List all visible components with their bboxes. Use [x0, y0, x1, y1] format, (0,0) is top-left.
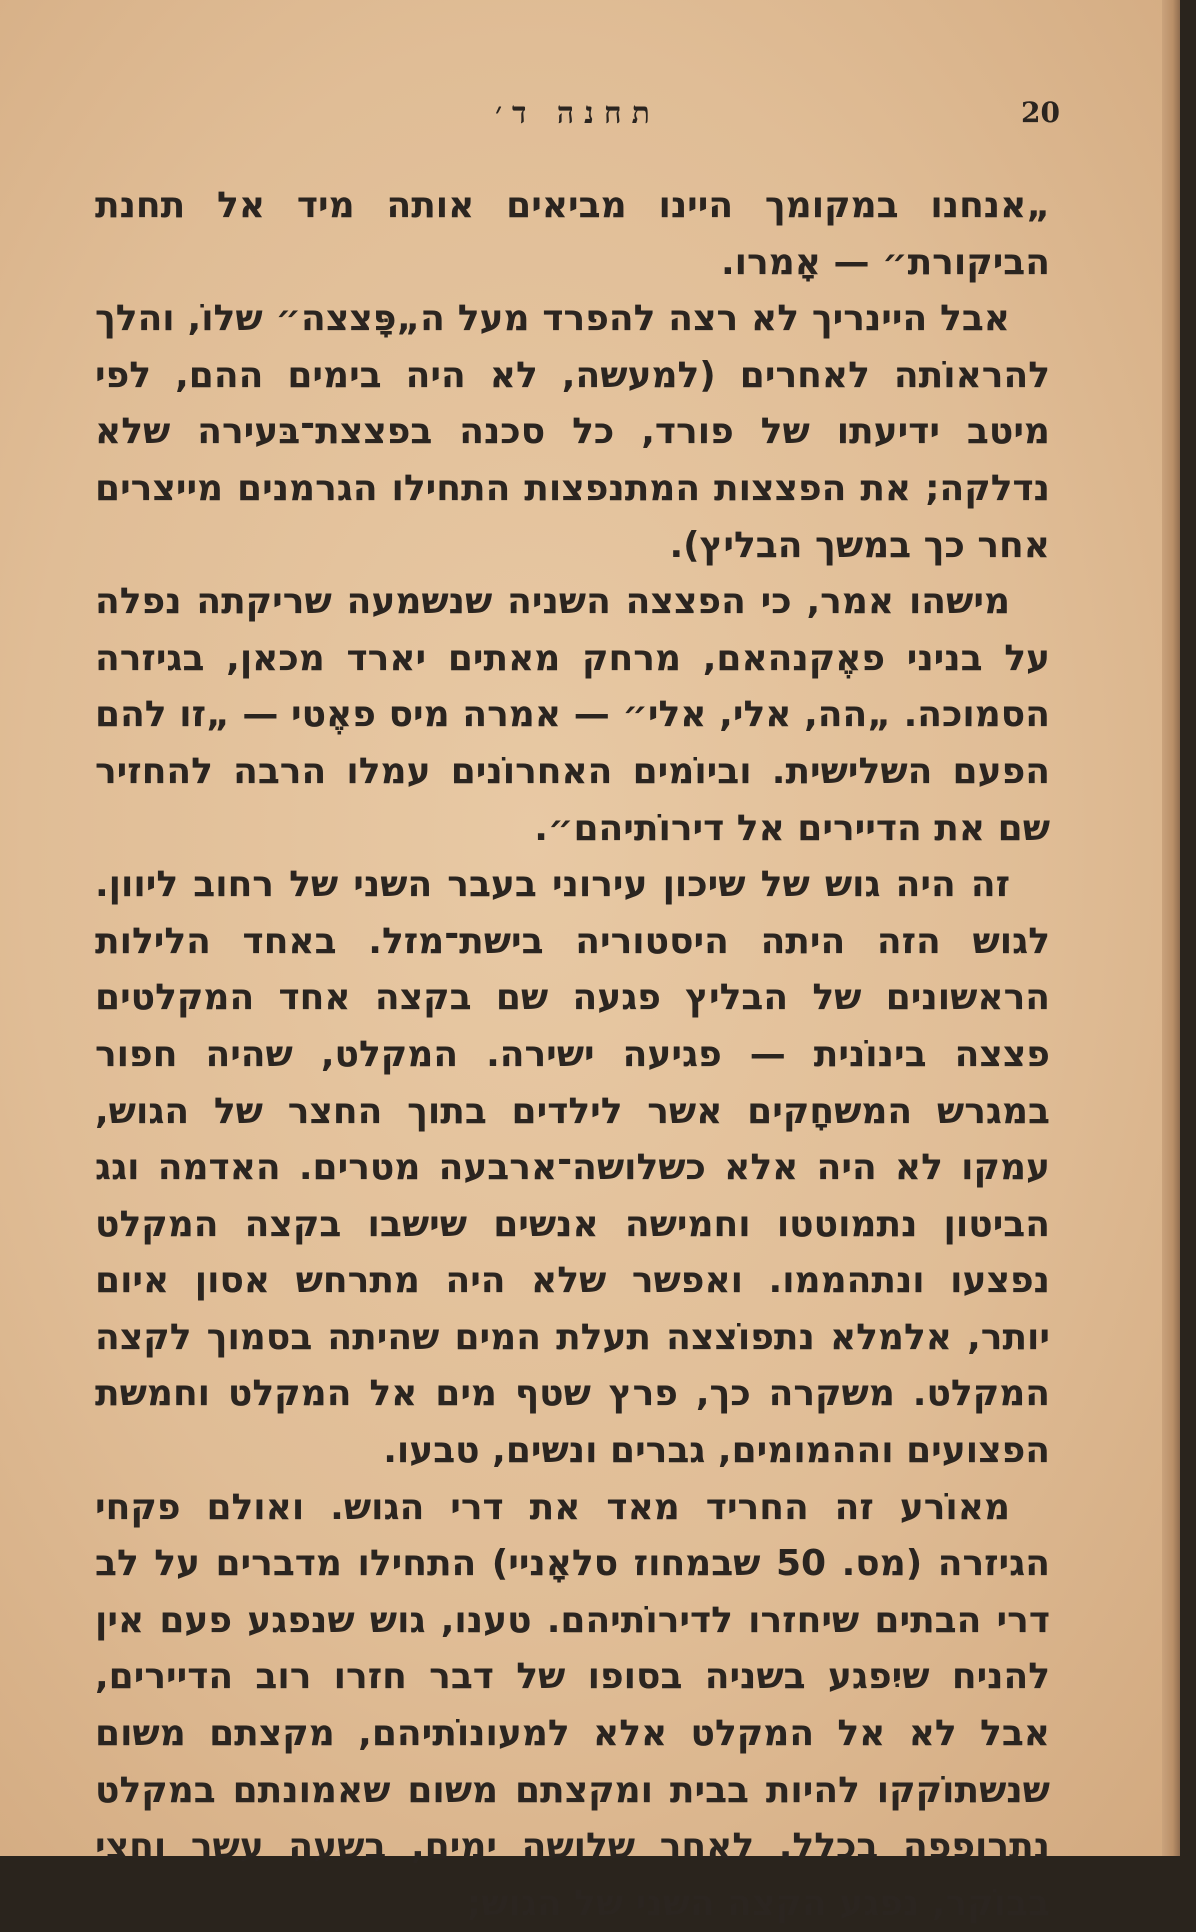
- page-edge: [1162, 0, 1180, 1856]
- text-line: „הה, אלי, אלי״ — אמרה מיס פאֶטי — „זו להם הפעם: [95, 694, 1050, 792]
- paragraph-2: [95, 291, 1050, 574]
- text-line: השלישית. וביוֹמים האחרוֹנים עמלו הרבה להחזיר שם את: [95, 750, 1050, 849]
- text-line: על בניני פאֶקנהאם, מרחק מאתים יארד מכאן, בגיזרה הסמוכה.: [95, 637, 1050, 736]
- text-line: הדיירים אל דירוֹתיהם״.: [534, 807, 922, 849]
- text-line: אבל היינריך לא רצה להפרד מעל ה„פָּצצה״ שלוֹ, והלך: [95, 298, 1010, 340]
- paragraph-3: [95, 574, 1050, 857]
- paragraph-4: [95, 857, 1050, 1480]
- page-number: 20: [1021, 96, 1060, 129]
- page-header: [95, 96, 1060, 146]
- text-line: אלא כשלושה־ארבעה מטרים. האדמה וגג הביטון נתמוטטו: [95, 1147, 1050, 1245]
- text-line: ידיעתו של פורד, כל סכנה בפצצת־בּעירה שלא נדלקה; את: [95, 411, 1050, 509]
- text-line: ומקצתם משום שאמונתם במקלט נתרופפה בכלל. לאחר שלושה: [95, 1769, 1050, 1868]
- text-line: הפצצות המתנפצות התחילו הגרמנים מייצרים אחר כך במשך: [95, 467, 1050, 566]
- text-line: בינוֹנית — פגיעה ישירה. המקלט, שהיה חפור במגרש: [95, 1033, 1050, 1132]
- text-line: הביקורת״ — אָמרו.: [720, 241, 1050, 283]
- text-line: אלא למעונוֹתיהם, מקצתם משום שנשתוֹקקו להיות בבית: [95, 1713, 1050, 1811]
- text-line: ימים, בשעה עשר וחצי בבוֹקר, נפגע הקצה השני של הגוש;: [95, 1826, 1050, 1924]
- text-line: אל המקלט וחמשת הפצועים וההמומים, גברים ונשים, טבעו.: [95, 1373, 1050, 1472]
- running-head: תחנה ד׳: [495, 96, 660, 131]
- text-line: זה היה גוש של שיכון עירוני בעבר השני של רחוב: [193, 864, 1010, 906]
- text-line: וחמישה אנשים שישבו בקצה המקלט נפצעו ונתהממו. ואפשר: [95, 1203, 1050, 1302]
- text-line: שיחזרו לדירוֹתיהם. טענו, גוש שנפגע פעם אין להניח שיִפגע: [95, 1599, 1050, 1698]
- text-line: „אנחנו במקומך היינו מביאים אותה מיד אל תחנת: [95, 185, 1050, 226]
- text-line: בשניה בסופו של דבר חזרו רוב הדיירים, אבל לא אל המקלט: [95, 1656, 1050, 1755]
- text-line: ליוון. לגוש הזה היתה היסטוריה בישת־מזל. באחד הלילות: [95, 864, 1050, 962]
- text-line: (מס. 50 שבמחוז סלאָניי) התחילו מדברים על לב דרי הבתים: [95, 1543, 1050, 1641]
- text-line: הראשונים של הבליץ פגעה שם בקצה אחד המקלטים פצצה: [95, 977, 1050, 1075]
- text-line: מישהו אמר, כי הפצצה השניה שנשמעה שריקתה נפלה: [95, 581, 1010, 623]
- text-line: להראוֹתה לאחרים (למעשה, לא היה בימים ההם, לפי מיטב: [95, 354, 1050, 453]
- text-line: מאוֹרע זה החריד מאד את דרי הגוש. ואולם פקחי הגיזרה: [95, 1486, 1050, 1585]
- paragraph-1: [95, 178, 1050, 291]
- paragraph-5: [95, 1480, 1050, 1932]
- text-line: המשחָקים אשר לילדים בתוך החצר של הגוש, עמקו לא היה: [95, 1090, 1051, 1189]
- text-line: שלא היה מתרחש אסון איום יותר, אלמלא נתפוֹצצה תעלת: [95, 1260, 1050, 1358]
- text-line: הבליץ).: [669, 524, 803, 566]
- body-text: [95, 178, 1050, 1932]
- text-line: המים שהיתה בסמוך לקצה המקלט. משקרה כך, פרץ שטף מים: [95, 1316, 1050, 1415]
